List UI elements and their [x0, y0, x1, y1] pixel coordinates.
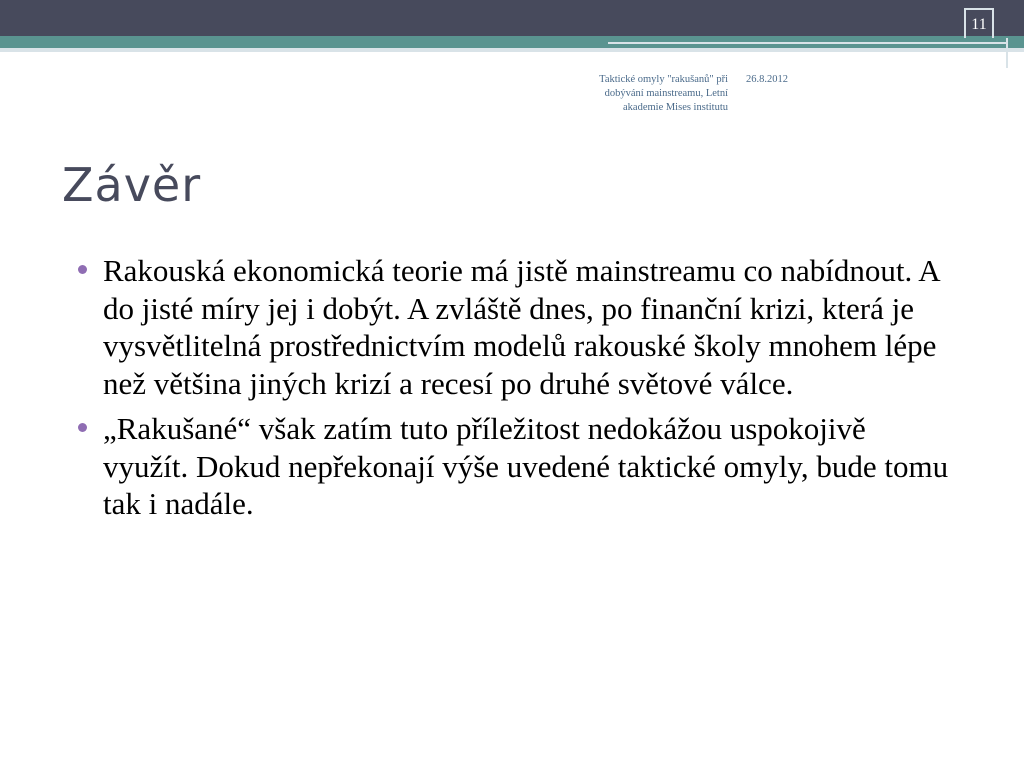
bullet-dot-icon	[78, 265, 87, 274]
header-bracket-decoration	[608, 42, 1008, 60]
slide-date: 26.8.2012	[746, 74, 788, 85]
page-number: 11	[964, 8, 994, 38]
header-bar-dark	[0, 0, 1024, 36]
bullet-dot-icon	[78, 423, 87, 432]
bullet-item	[74, 252, 954, 402]
bullet-list	[74, 252, 954, 531]
slide-title: Závěr	[62, 158, 202, 212]
footer-title: Taktické omyly "rakušanů" při dobývání mainstreamu, Letní akademie Mises institutu	[599, 74, 728, 113]
bullet-text: „Rakušané“ však zatím tuto příležitost nedokážou uspokojivě využít. Dokud nepřekonají výše uvedené taktické omyly, bude tomu tak i nadále.	[103, 411, 949, 521]
bullet-text: Rakouská ekonomická teorie má jistě mainstreamu co nabídnout. A do jisté míry jej i dobýt. A zvláště dnes, po finanční krizi, která je vysvětlitelná prostřednictvím modelů rakouské školy mnohem lépe než většina jiných krizí a recesí po druhé světové válce.	[103, 253, 939, 401]
bullet-item	[74, 410, 954, 523]
header-right-rule	[1006, 38, 1008, 68]
